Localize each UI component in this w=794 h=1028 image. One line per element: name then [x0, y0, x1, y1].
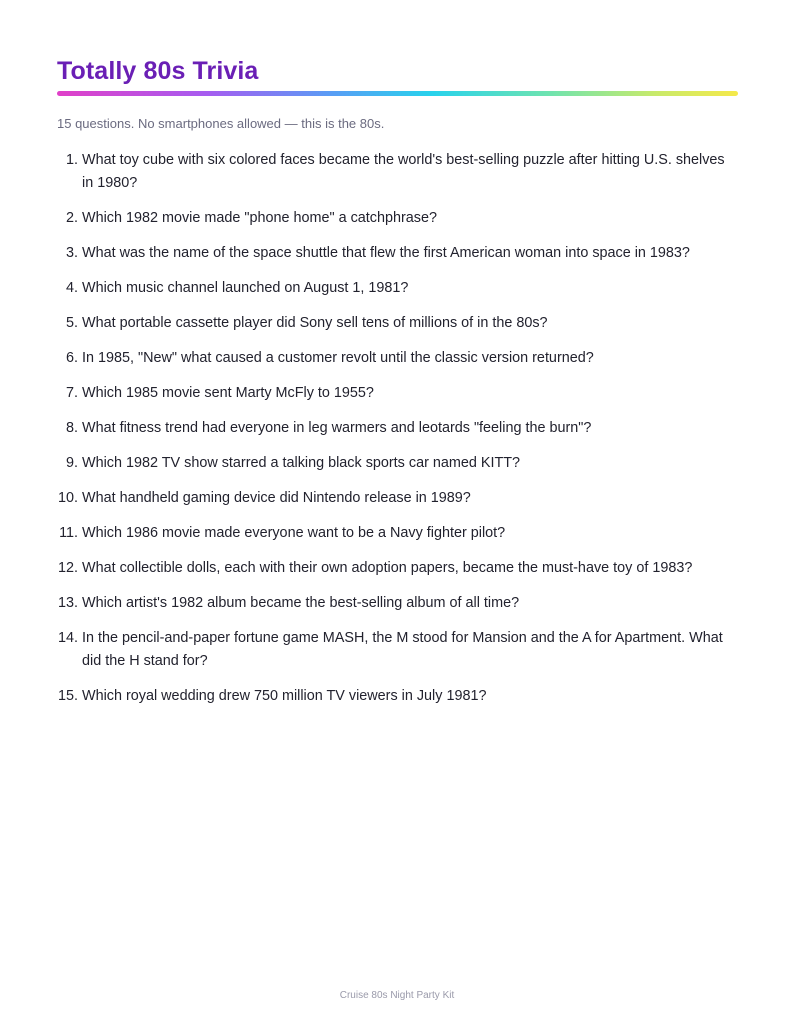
question-text: In the pencil-and-paper fortune game MASH, the M stood for Mansion and the A for Apartment. What did the H stand for?: [82, 630, 723, 669]
question-item: [57, 417, 738, 440]
question-text: Which 1986 movie made everyone want to be a Navy fighter pilot?: [82, 525, 506, 541]
question-item: [57, 685, 738, 708]
question-number: 4.: [65, 280, 78, 296]
question-item: [57, 592, 738, 615]
question-item: [57, 277, 738, 300]
question-text: Which royal wedding drew 750 million TV viewers in July 1981?: [82, 688, 487, 704]
question-item: [57, 522, 738, 545]
question-number: 15.: [57, 688, 78, 704]
question-text: Which 1982 movie made "phone home" a catchphrase?: [82, 210, 438, 226]
question-item: [57, 347, 738, 370]
question-number: 14.: [57, 630, 78, 646]
page-title: Totally 80s Trivia: [57, 57, 259, 85]
page-subtitle: 15 questions. No smartphones allowed — this is the 80s.: [57, 116, 385, 131]
question-number: 11.: [59, 525, 78, 541]
question-number: 7.: [65, 385, 78, 401]
question-number: 8.: [65, 420, 78, 436]
question-number: 1.: [65, 152, 78, 168]
question-text: Which 1985 movie sent Marty McFly to 1955?: [82, 385, 374, 401]
question-number: 12.: [57, 560, 78, 576]
question-item: [57, 557, 738, 580]
question-text: What was the name of the space shuttle that flew the first American woman into space in 1983?: [82, 245, 690, 261]
question-number: 9.: [65, 455, 78, 471]
question-item: [57, 627, 738, 673]
question-number: 10.: [57, 490, 78, 506]
question-text: In 1985, "New" what caused a customer revolt until the classic version returned?: [82, 350, 594, 366]
question-text: What toy cube with six colored faces became the world's best-selling puzzle after hitting U.S. shelves in 1980?: [82, 152, 725, 191]
question-item: [57, 312, 738, 335]
question-list: [57, 149, 738, 708]
question-text: Which artist's 1982 album became the best-selling album of all time?: [82, 595, 520, 611]
question-number: 6.: [65, 350, 78, 366]
question-number: 2.: [65, 210, 78, 226]
question-item: [57, 149, 738, 195]
question-number: 5.: [65, 315, 78, 331]
question-number: 13.: [57, 595, 78, 611]
question-text: What handheld gaming device did Nintendo release in 1989?: [82, 490, 471, 506]
question-item: [57, 487, 738, 510]
question-text: Which 1982 TV show starred a talking black sports car named KITT?: [82, 455, 521, 471]
page-footer: Cruise 80s Night Party Kit: [339, 990, 455, 1001]
question-text: What collectible dolls, each with their own adoption papers, became the must-have toy of 1983?: [82, 560, 693, 576]
question-item: [57, 382, 738, 405]
question-item: [57, 242, 738, 265]
question-text: Which music channel launched on August 1, 1981?: [82, 280, 409, 296]
trivia-page: [57, 56, 738, 720]
rainbow-divider: [57, 91, 738, 96]
question-item: [57, 207, 738, 230]
question-text: What fitness trend had everyone in leg warmers and leotards "feeling the burn"?: [82, 420, 592, 436]
question-text: What portable cassette player did Sony sell tens of millions of in the 80s?: [82, 315, 548, 331]
question-item: [57, 452, 738, 475]
question-number: 3.: [65, 245, 78, 261]
